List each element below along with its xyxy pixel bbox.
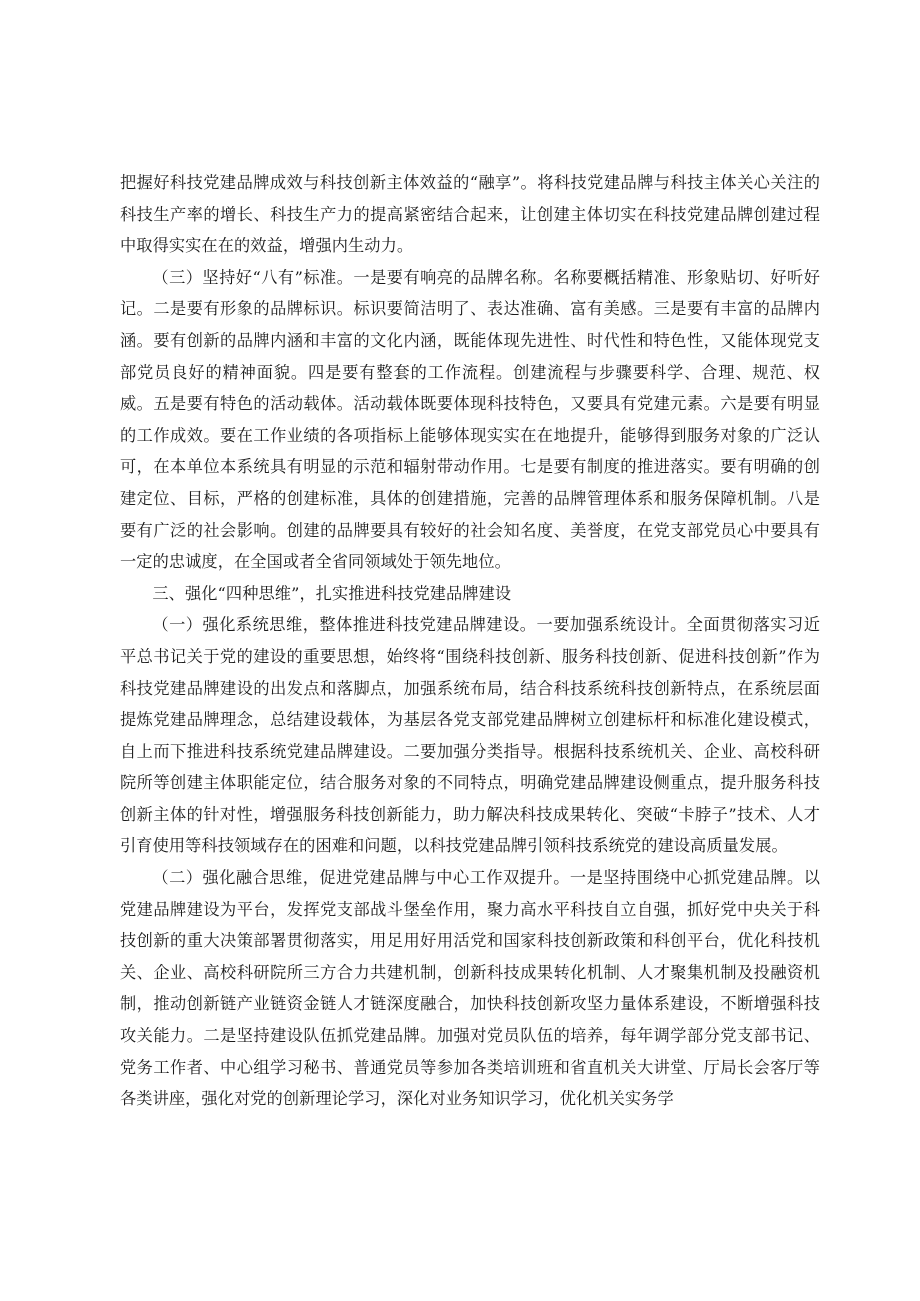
paragraph-integration-thinking: （二）强化融合思维，促进党建品牌与中心工作双提升。一是坚持围绕中心抓党建品牌。以党建品牌建设为平台，发挥党支部战斗堡垒作用，聚力高水平科技自立自强，抓好党中央关于科技创新的重大决策部署贯彻落实，用足用好用活党和国家科技创新政策和科创平台，优化科技机关、企业、高校科研院所三方合力共建机制，创新科技成果转化机制、人才聚集机制及投融资机制，推动创新链产业链资金链人才链深度融合，加快科技创新攻坚力量体系建设，不断增强科技攻关能力。二是坚持建设队伍抓党建品牌。加强对党员队伍的培养，每年调学部分党支部书记、党务工作者、中心组学习秘书、普通党员等参加各类培训班和省直机关大讲堂、厅局长会客厅等各类讲座，强化对党的创新理论学习，深化对业务知识学习，优化机关实务学 bbox=[120, 868, 820, 1109]
paragraph-continuation: 把握好科技党建品牌成效与科技创新主体效益的“融享”。将科技党建品牌与科技主体关心关注的科技生产率的增长、科技生产力的提高紧密结合起来，让创建主体切实在科技党建品牌创建过程中取得实实在在的效益，增强内生动力。 bbox=[120, 173, 820, 256]
paragraph-eight-standards: （三）坚持好“八有”标准。一是要有响亮的品牌名称。名称要概括精准、形象贴切、好听好记。二是要有形象的品牌标识。标识要简洁明了、表达准确、富有美感。三是要有丰富的品牌内涵。要有创新的品牌内涵和丰富的文化内涵，既能体现先进性、时代性和特色性，又能体现党支部党员良好的精神面貌。四是要有整套的工作流程。创建流程与步骤要科学、合理、规范、权威。五是要有特色的活动载体。活动载体既要体现科技特色，又要具有党建元素。六是要有明显的工作成效。要在工作业绩的各项指标上能够体现实实在在地提升，能够得到服务对象的广泛认可，在本单位本系统具有明显的示范和辐射带动作用。七是要有制度的推进落实。要有明确的创建定位、目标，严格的创建标准，具体的创建措施，完善的品牌管理体系和服务保障机制。八是要有广泛的社会影响。创建的品牌要具有较好的社会知名度、美誉度，在党支部党员心中要具有一定的忠诚度，在全国或者全省同领域处于领先地位。 bbox=[120, 267, 820, 572]
section-heading-three: 三、强化“四种思维”，扎实推进科技党建品牌建设 bbox=[152, 583, 512, 603]
paragraph-system-thinking: （一）强化系统思维，整体推进科技党建品牌建设。一要加强系统设计。全面贯彻落实习近平总书记关于党的建设的重要思想，始终将“围绕科技创新、服务科技创新、促进科技创新”作为科技党建品牌建设的出发点和落脚点，加强系统布局，结合科技系统科技创新特点，在系统层面提炼党建品牌理念，总结建设载体，为基层各党支部党建品牌树立创建标杆和标准化建设模式，自上而下推进科技系统党建品牌建设。二要加强分类指导。根据科技系统机关、企业、高校科研院所等创建主体职能定位，结合服务对象的不同特点，明确党建品牌建设侧重点，提升服务科技创新主体的针对性，增强服务科技创新能力，助力解决科技成果转化、突破“卡脖子”技术、人才引育使用等科技领域存在的困难和问题，以科技党建品牌引领科技系统党的建设高质量发展。 bbox=[120, 615, 820, 856]
document-body bbox=[120, 167, 820, 1115]
